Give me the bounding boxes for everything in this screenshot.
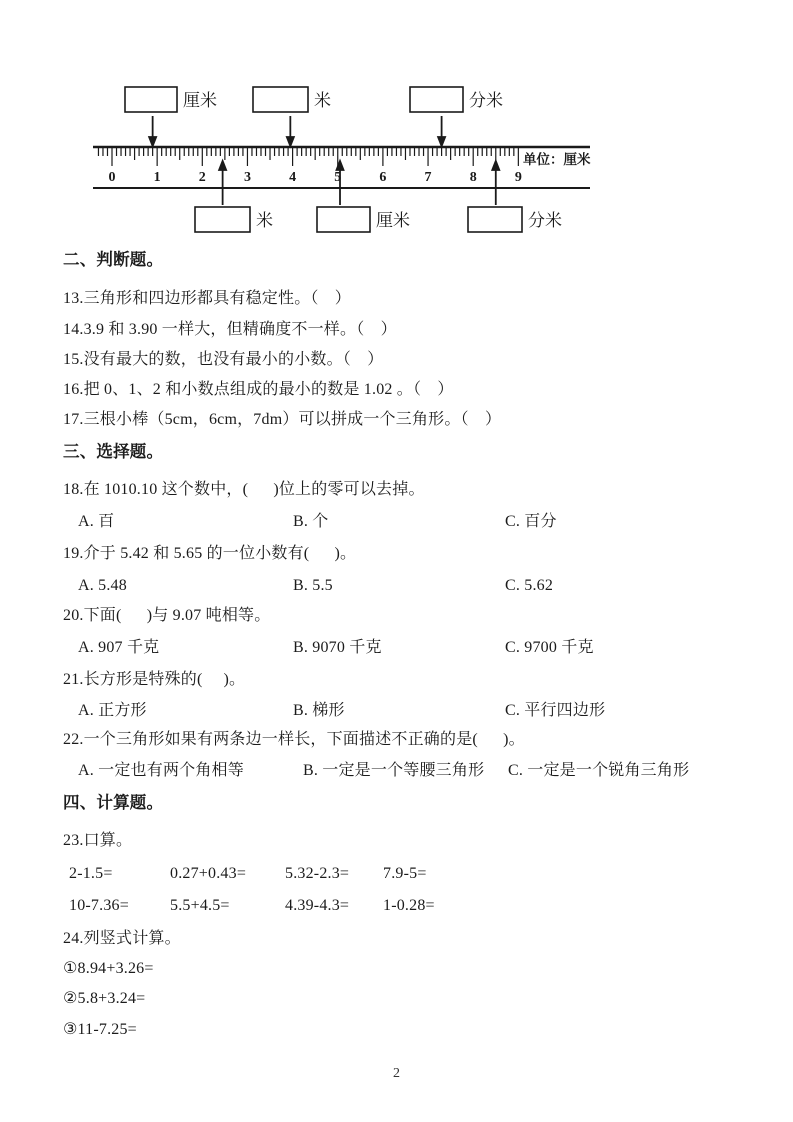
answer-box (253, 87, 308, 112)
svg-text:1: 1 (153, 170, 161, 185)
option-c: C. 一定是一个锐角三角形 (508, 762, 690, 779)
calc-item: 2-1.5= (69, 865, 113, 882)
question-14: 14.3.9 和 3.90 一样大，但精确度不一样。（ ） (63, 321, 397, 338)
question-21: 21.长方形是特殊的( )。 (63, 671, 246, 688)
question-15: 15.没有最大的数，也没有最小的小数。（ ） (63, 351, 384, 368)
option-c: C. 9700 千克 (505, 639, 594, 656)
option-b: B. 一定是一个等腰三角形 (303, 762, 485, 779)
ruler-ticks (98, 148, 518, 166)
question-24: 24.列竖式计算。 (63, 930, 181, 947)
calc-item: 5.32-2.3= (285, 865, 350, 882)
ruler-numbers (109, 170, 522, 185)
option-b: B. 5.5 (293, 577, 333, 594)
unit-text: 米 (314, 91, 331, 110)
calc-item: 5.5+4.5= (170, 897, 230, 914)
answer-box (468, 207, 522, 232)
vertical-calc-2: ②5.8+3.24= (63, 990, 146, 1007)
top-answer-boxes (125, 87, 503, 112)
question-19: 19.介于 5.42 和 5.65 的一位小数有( )。 (63, 545, 357, 562)
option-a: A. 5.48 (78, 577, 127, 594)
vertical-calc-3: ③11-7.25= (63, 1021, 137, 1038)
option-a: A. 正方形 (78, 702, 147, 719)
answer-box (317, 207, 370, 232)
option-b: B. 个 (293, 513, 329, 530)
unit-text: 厘米 (183, 91, 217, 110)
question-17: 17.三根小棒（5cm，6cm，7dm）可以拼成一个三角形。（ ） (63, 411, 502, 428)
unit-text: 分米 (528, 211, 562, 230)
svg-text:3: 3 (243, 170, 251, 185)
ruler-unit-label: 单位：厘米 (523, 152, 591, 167)
answer-box (125, 87, 177, 112)
svg-text:9: 9 (514, 170, 522, 185)
calc-item: 0.27+0.43= (170, 865, 247, 882)
answer-box (195, 207, 250, 232)
ruler-figure (0, 0, 793, 250)
question-18: 18.在 1010.10 这个数中，( )位上的零可以去掉。 (63, 481, 425, 498)
section-heading-judgement: 二、判断题。 (63, 250, 164, 269)
pointer-arrows (149, 116, 499, 205)
section-heading-choice: 三、选择题。 (63, 442, 164, 461)
question-22: 22.一个三角形如果有两条边一样长，下面描述不正确的是( )。 (63, 731, 525, 748)
svg-text:7: 7 (424, 170, 432, 185)
question-20: 20.下面( )与 9.07 吨相等。 (63, 607, 271, 624)
option-a: A. 百 (78, 513, 115, 530)
option-b: B. 9070 千克 (293, 639, 382, 656)
option-c: C. 5.62 (505, 577, 554, 594)
svg-text:2: 2 (198, 170, 206, 185)
bottom-answer-boxes (195, 207, 562, 232)
unit-text: 厘米 (376, 211, 410, 230)
svg-text:4: 4 (289, 170, 297, 185)
svg-text:0: 0 (108, 170, 116, 185)
vertical-calc-1: ①8.94+3.26= (63, 960, 154, 977)
section-heading-calculation: 四、计算题。 (63, 793, 164, 812)
unit-text: 米 (256, 211, 273, 230)
calc-item: 4.39-4.3= (285, 897, 350, 914)
option-c: C. 平行四边形 (505, 702, 606, 719)
calc-item: 7.9-5= (383, 865, 427, 882)
option-a: A. 一定也有两个角相等 (78, 762, 244, 779)
option-b: B. 梯形 (293, 702, 345, 719)
svg-text:8: 8 (469, 170, 477, 185)
option-a: A. 907 千克 (78, 639, 160, 656)
question-13: 13.三角形和四边形都具有稳定性。（ ） (63, 290, 352, 307)
question-23: 23.口算。 (63, 832, 133, 849)
calc-item: 10-7.36= (69, 897, 129, 914)
answer-box (410, 87, 463, 112)
svg-text:6: 6 (379, 170, 387, 185)
svg-text:5: 5 (334, 170, 342, 185)
question-16: 16.把 0、1、2 和小数点组成的最小的数是 1.02 。（ ） (63, 381, 454, 398)
calc-item: 1-0.28= (383, 897, 435, 914)
option-c: C. 百分 (505, 513, 557, 530)
unit-text: 分米 (469, 91, 503, 110)
page-number: 2 (393, 1066, 400, 1081)
